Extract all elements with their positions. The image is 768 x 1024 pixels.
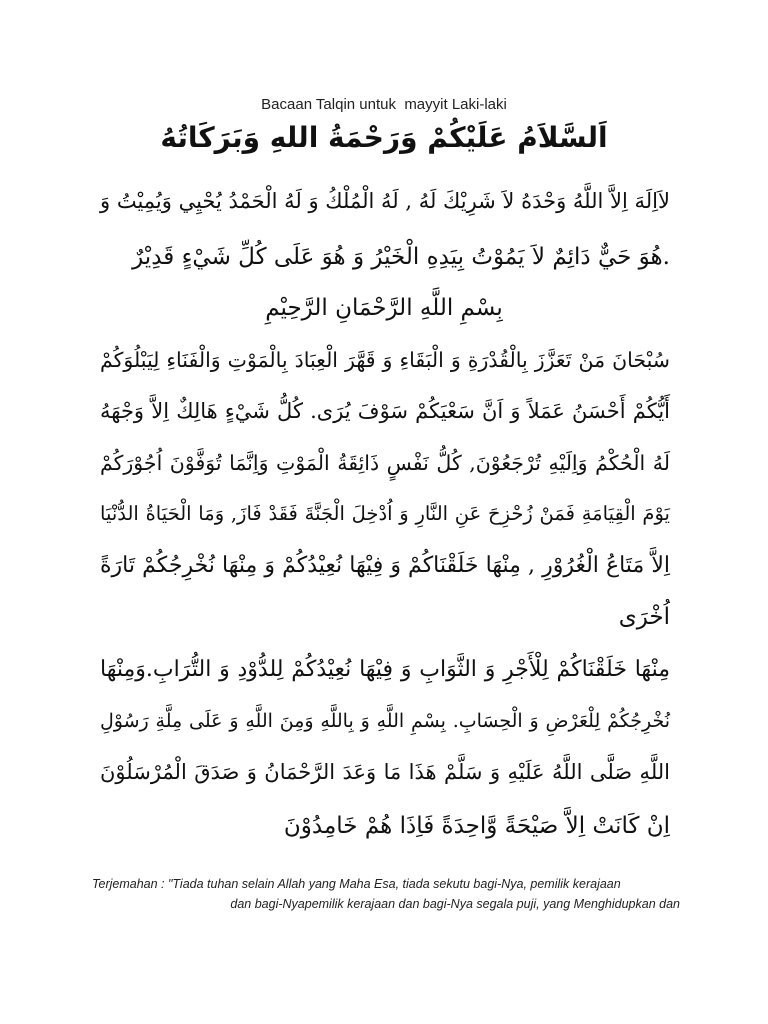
translation-line-2: dan bagi-Nyapemilik kerajaan dan bagi-Nya segala puji, yang Menghidupkan dan	[230, 897, 680, 911]
arabic-line-12: اللَّهِ صَلَّى اللَّهُ عَلَيْهِ وَ سَلَّمْ هَذَا مَا وَعَدَ الرَّحْمَانُ وَ صَدَقَ الْمُرْسَلُوْنَ	[100, 760, 670, 784]
arabic-line-11: نُخْرِجُكُمْ لِلْعَرْضِ وَ الْحِسَابِ. بِسْمِ اللَّهِ وَ بِاللَّهِ وَمِنَ اللَّهِ وَ عَلَى مِلَّةِ رَسُوْلِ	[100, 710, 670, 732]
arabic-line-5: أَيُّكُمْ أَحْسَنُ عَمَلاً وَ اَنَّ سَعْيَكُمْ سَوْفَ يُرَى. كُلُّ شَيْءٍ هَالِكٌ اِلاَّ وَجْهَهُ	[100, 399, 670, 423]
basmalah-line: بِسْمِ اللَّهِ الرَّحْمَانِ الرَّحِيْمِ	[265, 295, 503, 321]
arabic-line-10: مِنْهَا خَلَقْنَاكُمْ لِلْأَجْرِ وَ الثَّوَابِ وَ فِيْهَا نُعِيْدُكُمْ لِلدُّوْدِ وَ التُّرَابِ.وَمِنْهَا	[100, 657, 670, 682]
document-title: Bacaan Talqin untuk mayyit Laki-laki	[261, 96, 507, 113]
translation-line-1: Terjemahan : "Tiada tuhan selain Allah yang Maha Esa, tiada sekutu bagi-Nya, pemilik kerajaan	[92, 877, 621, 891]
translation-block	[0, 874, 768, 914]
arabic-line-7: يَوْمَ الْقِيَامَةِ فَمَنْ زُحْزِحَ عَنِ النَّارِ وَ اُدْخِلَ الْجَنَّةَ فَقَدْ فَازَ, وَمَا الْحَيَاةُ الدُّنْيَا	[100, 502, 670, 525]
salam-heading: اَلسَّلاَمُ عَلَيْكُمْ وَرَحْمَةُ اللهِ وَبَرَكَاتُهُ	[160, 121, 608, 154]
arabic-line-13: اِنْ كَانَتْ اِلاَّ صَيْحَةً وَّاحِدَةً فَاِذَا هُمْ خَامِدُوْنَ	[283, 813, 670, 839]
arabic-line-1: لاَاِلَهَ اِلاَّ اللَّهُ وَحْدَهُ لاَ شَرِيْكَ لَهُ , لَهُ الْمُلْكُ وَ لَهُ الْحَمْدُ يُحْيِي وَيُمِيْتُ وَ	[100, 189, 670, 213]
arabic-line-9: اُخْرَى	[618, 604, 670, 630]
arabic-line-2: .هُوَ حَيٌّ دَائِمٌ لاَ يَمُوْتُ بِيَدِهِ الْخَيْرُ وَ هُوَ عَلَى كُلِّ شَيْءٍ قَدِيْرٌ	[132, 244, 670, 270]
arabic-line-4: سُبْحَانَ مَنْ تَعَزَّزَ بِالْقُدْرَةِ وَ الْبَقَاءِ وَ قَهَّرَ الْعِبَادَ بِالْمَوْتِ وَالْفَنَاءِ لِيَبْلُوَكُمْ	[100, 348, 670, 372]
arabic-line-6: لَهُ الْحُكْمُ وَاِلَيْهِ تُرْجَعُوْنَ, كُلُّ نَفْسٍ ذَائِقَةُ الْمَوْتِ وَاِنَّمَا تُوَفَّوْنَ اُجُوْرَكُمْ	[100, 451, 670, 475]
arabic-line-8: اِلاَّ مَتَاعُ الْغُرُوْرِ , مِنْهَا خَلَقْنَاكُمْ وَ فِيْهَا نُعِيْدُكُمْ وَ مِنْهَا نُخْرِجُكُمْ تَارَةً	[100, 553, 670, 578]
